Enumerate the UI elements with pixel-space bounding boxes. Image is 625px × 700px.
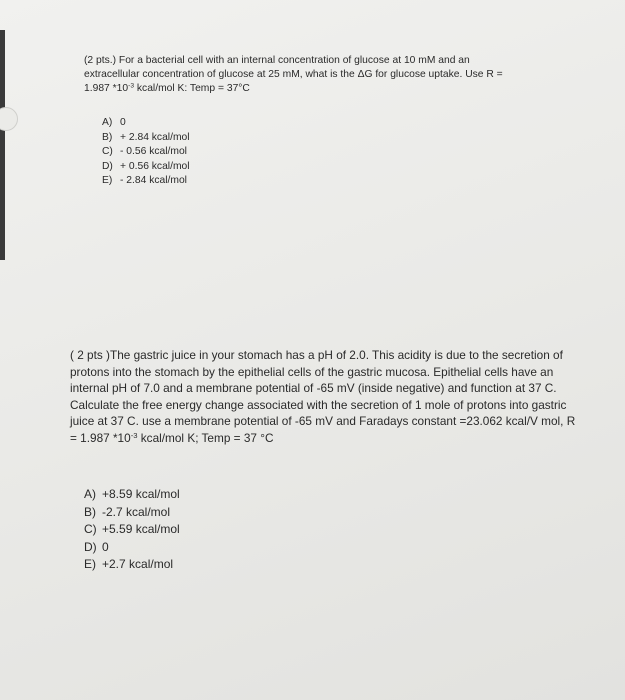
option-c: C) +5.59 kcal/mol [84,522,180,536]
question-1-line: (2 pts.) For a bacterial cell with an internal concentration of glucose at 10 mM and an [84,55,470,66]
question-2-line: ( 2 pts )The gastric juice in your stomach has a pH of 2.0. This acidity is due to the secretion of [70,348,563,362]
question-2-line: = 1.987 $*10^{-3}$ kcal/mol K; Temp = 37 °C [70,430,274,445]
question-1-line: 1.987 $*10^{-3}$ kcal/mol K: Temp = 37°C [84,82,250,94]
page-edge-shadow [0,30,5,260]
question-1-options [102,116,190,189]
option-b: B) + 2.84 kcal/mol [102,131,190,143]
punch-hole [0,107,18,131]
option-a: A) +8.59 kcal/mol [84,487,180,501]
question-1-text [84,54,584,96]
option-b: B) -2.7 kcal/mol [84,504,171,519]
question-2-options [84,486,180,574]
option-c: C) - 0.56 kcal/mol [102,146,187,157]
option-e: E) - 2.84 kcal/mol [102,175,187,186]
option-e: E) +2.7 kcal/mol [84,557,174,571]
question-1-line: extracellular concentration of glucose at 25 mM, what is the ΔG for glucose uptake. Use R = [84,69,503,80]
option-d: D) + 0.56 kcal/mol [102,160,190,172]
question-2-line: juice at 37 C. use a membrane potential of -65 mV and Faradays constant =23.062 kcal/V mol, R [70,414,576,428]
question-2-text [70,347,610,446]
question-2-line: Calculate the free energy change associated with the secretion of 1 mole of protons into gastric [70,397,567,412]
question-2-line: internal pH of 7.0 and a membrane potential of -65 mV (inside negative) and function at 37 C. [70,381,557,395]
question-2-line: protons into the stomach by the epithelial cells of the gastric mucosa. Epithelial cells have an [70,364,554,379]
option-d: D) 0 [84,539,109,554]
option-a: A) 0 [102,117,126,128]
